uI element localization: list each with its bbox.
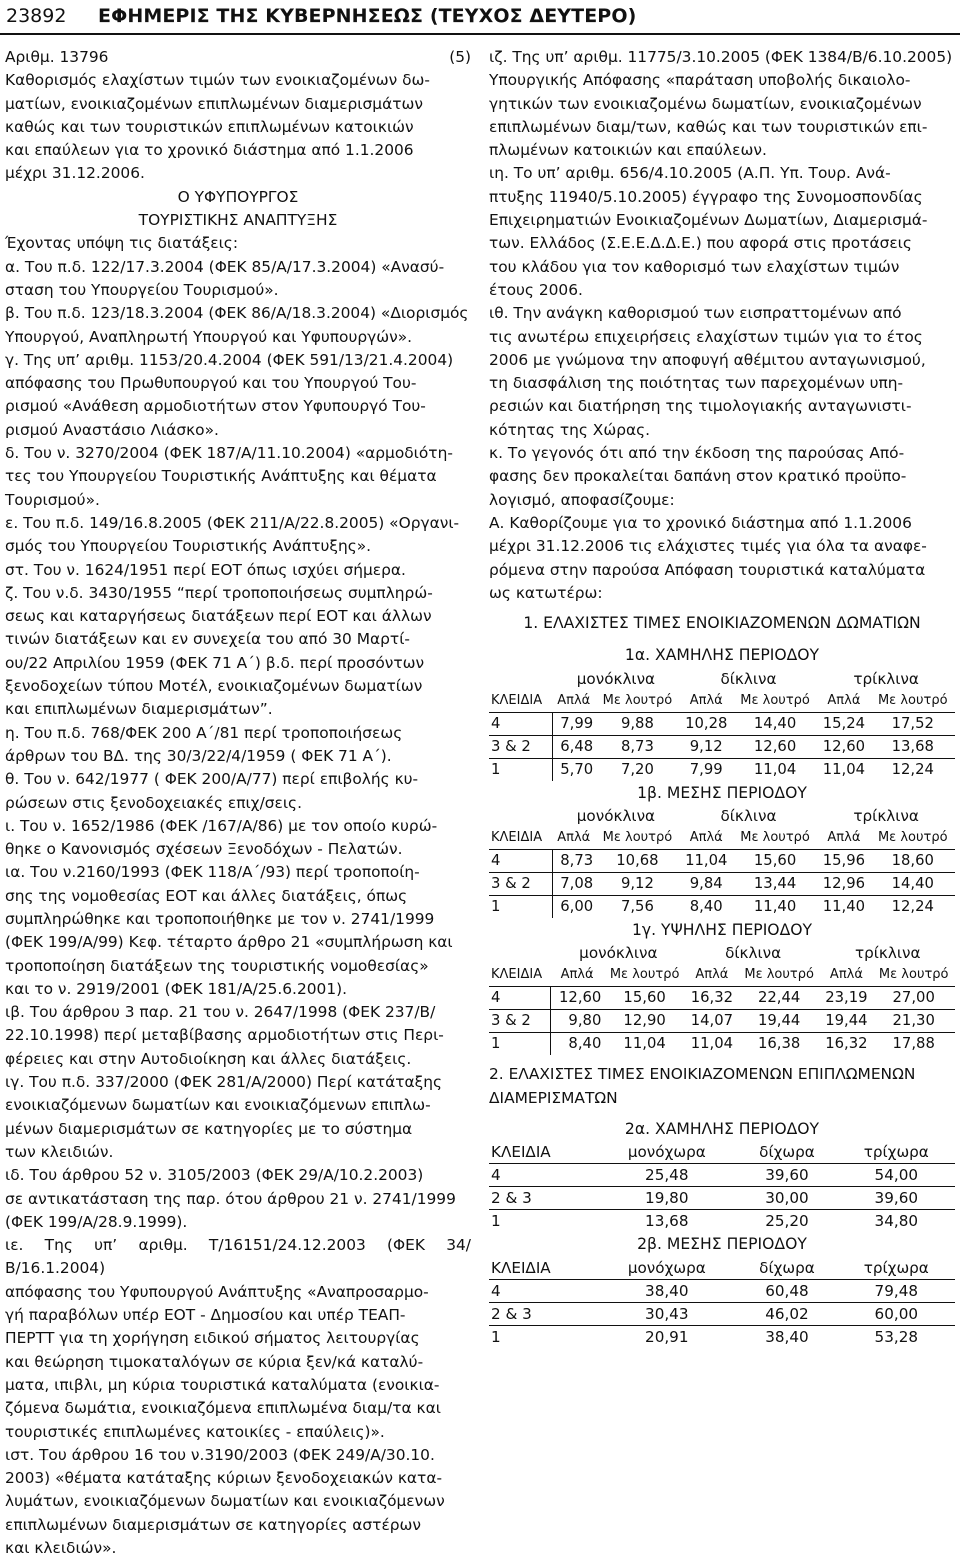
col-double-header: δίχωρα bbox=[759, 1258, 815, 1277]
col-bath-header: Με λουτρό bbox=[609, 967, 680, 983]
table-row bbox=[489, 712, 955, 735]
subject-line: Καθορισμός ελαχίστων τιμών των ενοικιαζομένων δω- bbox=[5, 71, 430, 90]
text-line: 22.10.1998) περί μεταβίβασης αρμοδιοτήτων στις Περι- bbox=[5, 1026, 444, 1045]
text-line: μέχρι 31.12.2006 τις ελάχιστες τιμές για όλα τα αναφε- bbox=[489, 537, 927, 556]
column-header-row bbox=[489, 1257, 955, 1280]
text-line: ζόμενα δωμάτια, ενοικιαζόμενα επιπλωμένα διαμ/τα και bbox=[5, 1399, 441, 1418]
text-line: γ. Της υπ’ αριθμ. 1153/20.4.2004 (ΦΕΚ 591/13/21.4.2004) bbox=[5, 350, 454, 369]
col-bath-header: Με λουτρό bbox=[877, 692, 948, 708]
text-line: σεως και καταργήσεως διατάξεων περί ΕΟΤ και άλλων bbox=[5, 607, 432, 626]
text-line: γητικών των ενοικιαζομένω δωματίων, ενοικιαζομένων bbox=[489, 94, 922, 113]
text-line: και θεώρηση τιμοκαταλόγων σε κύρια ξεν/κά καταλύ- bbox=[5, 1352, 424, 1371]
price-cell: 7,99 bbox=[552, 712, 595, 735]
price-cell: 9,80 bbox=[551, 1010, 604, 1033]
subject-line: ματίων, ενοικιαζομένων επιπλωμένων διαμερισμάτων bbox=[5, 94, 423, 113]
rate-table bbox=[489, 942, 955, 1055]
group-header-empty bbox=[489, 805, 552, 827]
col-key-header: ΚΛΕΙΔΙΑ bbox=[491, 830, 543, 846]
key-cell: 3 & 2 bbox=[489, 873, 552, 896]
page-header bbox=[0, 0, 960, 32]
table-row bbox=[489, 1164, 955, 1187]
text-line: Υπουργικής Απόφασης «παράταση υποβολής δικαιολο- bbox=[489, 71, 911, 90]
price-cell: 9,12 bbox=[595, 873, 679, 896]
decision-number: Αριθμ. 13796 bbox=[5, 48, 109, 66]
left-column bbox=[5, 46, 471, 1560]
subject-line: και επαύλεων για το χρονικό διάστημα από 1.1.2006 bbox=[5, 141, 414, 160]
text-line: και επιπλωμένων διαμερισμάτων”. bbox=[5, 700, 273, 719]
price-cell: 11,04 bbox=[817, 758, 870, 781]
price-cell: 19,44 bbox=[738, 1010, 821, 1033]
section-1-tables bbox=[489, 644, 955, 1055]
decision-subject bbox=[5, 69, 471, 185]
column-header-row bbox=[489, 690, 955, 713]
text-line: Τουρισμού». bbox=[5, 490, 100, 509]
text-line: λυμάτων, ενοικιαζόμενων δωματίων και ενοικιαζόμενων bbox=[5, 1492, 445, 1511]
price-cell: 30,43 bbox=[597, 1302, 736, 1325]
text-line: πλωμένων κατοικιών και επαύλεων. bbox=[489, 141, 767, 160]
group-single-header: μονόκλινα bbox=[579, 944, 658, 963]
table-row bbox=[489, 1279, 955, 1302]
col-plain-header: Απλά bbox=[827, 692, 861, 708]
table-row bbox=[489, 1010, 955, 1033]
price-cell: 11,40 bbox=[817, 896, 870, 919]
text-line: επιπλωμένων διαμερισμάτων σε κατηγορίες αστέρων bbox=[5, 1515, 422, 1534]
col-key-header: ΚΛΕΙΔΙΑ bbox=[491, 967, 543, 983]
section-2-title-line2: ΔΙΑΜΕΡΙΣΜΑΤΩΝ bbox=[489, 1088, 618, 1107]
text-line: ενοικιαζόμενων δωματίων και ενοικιαζόμενων επιπλω- bbox=[5, 1096, 431, 1115]
text-line: θ. Του ν. 642/1977 ( ΦΕΚ 200/Α/77) περί επιβολής κυ- bbox=[5, 770, 419, 789]
rate-table-title: 1β. ΜΕΣΗΣ ΠΕΡΙΟΔΟΥ bbox=[637, 783, 807, 802]
col-bath-header: Με λουτρό bbox=[877, 830, 948, 846]
price-cell: 13,68 bbox=[597, 1210, 736, 1233]
col-key-header: ΚΛΕΙΔΙΑ bbox=[491, 1258, 551, 1277]
rate-table bbox=[489, 668, 955, 781]
key-cell: 1 bbox=[489, 1210, 597, 1233]
text-line: ου/22 Απριλίου 1959 (ΦΕΚ 71 Α΄) β.δ. περί προσόντων bbox=[5, 653, 425, 672]
price-cell: 25,20 bbox=[736, 1210, 837, 1233]
price-cell: 11,04 bbox=[603, 1033, 686, 1056]
text-line: επιπλωμένων διαμ/των, καθώς και των τουριστικών επι- bbox=[489, 117, 928, 136]
price-cell: 13,68 bbox=[871, 735, 955, 758]
text-line: τινών διατάξεων και εν συνεχεία του από 30 Μαρτί- bbox=[5, 630, 410, 649]
price-cell: 27,00 bbox=[872, 987, 955, 1010]
text-line: των κλειδιών. bbox=[5, 1142, 114, 1161]
col-triple-header: τρίχωρα bbox=[863, 1143, 929, 1162]
group-header-empty bbox=[489, 668, 552, 690]
group-header-row bbox=[489, 942, 955, 964]
col-double-header: δίχωρα bbox=[759, 1143, 815, 1162]
price-cell: 34,80 bbox=[838, 1210, 955, 1233]
text-line: Α. Καθορίζουμε για το χρονικό διάστημα από 1.1.2006 bbox=[489, 513, 912, 532]
price-cell: 14,40 bbox=[871, 873, 955, 896]
col-single-header: μονόχωρα bbox=[627, 1258, 706, 1277]
table-row bbox=[489, 850, 955, 873]
price-cell: 17,88 bbox=[872, 1033, 955, 1056]
text-line: ρισμού «Ανάθεση αρμοδιοτήτων στον Υφυπουργό Του- bbox=[5, 397, 426, 416]
key-cell: 4 bbox=[489, 712, 552, 735]
table-row bbox=[489, 1033, 955, 1056]
text-line: ιθ. Την ανάγκη καθορισμού των εισπραττομένων από bbox=[489, 304, 902, 323]
col-plain-header: Απλά bbox=[827, 830, 861, 846]
group-triple-header: τρίκλινα bbox=[853, 807, 919, 826]
column-header-row bbox=[489, 964, 955, 987]
key-cell: 4 bbox=[489, 987, 551, 1010]
price-cell: 15,60 bbox=[733, 850, 817, 873]
key-cell: 4 bbox=[489, 1164, 597, 1187]
text-line: τις ανωτέρω επιχειρήσεις ελαχίστων τιμών για το έτος bbox=[489, 327, 923, 346]
price-cell: 10,28 bbox=[680, 712, 733, 735]
price-cell: 30,00 bbox=[736, 1187, 837, 1210]
price-cell: 20,91 bbox=[597, 1325, 736, 1348]
text-line: φασης δεν προκαλείται δαπάνη στον κρατικό προϋπο- bbox=[489, 467, 907, 486]
text-line: ζ. Του ν.δ. 3430/1955 “περί τροποποιήσεως συμπληρώ- bbox=[5, 583, 433, 602]
col-single-header: μονόχωρα bbox=[627, 1143, 706, 1162]
price-cell: 11,04 bbox=[733, 758, 817, 781]
text-line: η. Του π.δ. 768/ΦΕΚ 200 Α΄/81 περί τροποποιήσεως bbox=[5, 723, 403, 742]
table-row bbox=[489, 758, 955, 781]
page-number: 23892 bbox=[6, 5, 67, 27]
price-cell: 54,00 bbox=[838, 1164, 955, 1187]
subject-line: μέχρι 31.12.2006. bbox=[5, 164, 145, 183]
rate-table-title: 2β. ΜΕΣΗΣ ΠΕΡΙΟΔΟΥ bbox=[637, 1235, 807, 1254]
table-row bbox=[489, 873, 955, 896]
key-cell: 1 bbox=[489, 1325, 597, 1348]
text-line: απόφασης του Πρωθυπουργού και του Υπουργού Του- bbox=[5, 374, 417, 393]
col-bath-header: Με λουτρό bbox=[602, 830, 673, 846]
price-cell: 16,32 bbox=[820, 1033, 872, 1056]
col-plain-header: Απλά bbox=[829, 967, 863, 983]
price-cell: 11,04 bbox=[686, 1033, 738, 1056]
col-key-header: ΚΛΕΙΔΙΑ bbox=[491, 692, 543, 708]
text-line: πτυξης 11940/5.10.2005) έγγραφο της Συνομοσπονδίας bbox=[489, 187, 923, 206]
text-line: ρεσιών και διατήρηση της τιμολογιακής ανταγωνιστι- bbox=[489, 397, 912, 416]
gazette-title: ΕΦΗΜΕΡΙΣ ΤΗΣ ΚΥΒΕΡΝΗΣΕΩΣ (ΤΕΥΧΟΣ ΔΕΥΤΕΡΟ) bbox=[98, 5, 637, 27]
key-cell: 2 & 3 bbox=[489, 1187, 597, 1210]
price-cell: 11,04 bbox=[680, 850, 733, 873]
col-plain-header: Απλά bbox=[689, 692, 723, 708]
group-double-header: δίκλινα bbox=[725, 944, 782, 963]
price-cell: 12,60 bbox=[733, 735, 817, 758]
text-line: ως κατωτέρω: bbox=[489, 583, 603, 602]
price-cell: 14,07 bbox=[686, 1010, 738, 1033]
price-cell: 10,68 bbox=[595, 850, 679, 873]
right-column bbox=[489, 46, 955, 1348]
section-2-tables bbox=[489, 1118, 955, 1348]
text-line: και κλειδιών». bbox=[5, 1539, 117, 1557]
authority-subtitle: ΤΟΥΡΙΣΤΙΚΗΣ ΑΝΑΠΤΥΞΗΣ bbox=[138, 211, 338, 230]
price-cell: 8,73 bbox=[552, 850, 595, 873]
considerations-text bbox=[5, 232, 471, 1560]
group-single-header: μονόκλινα bbox=[576, 669, 656, 688]
price-cell: 21,30 bbox=[872, 1010, 955, 1033]
text-line: σε αντικατάσταση της παρ. ότου άρθρου 21 ν. 2741/1999 bbox=[5, 1189, 456, 1208]
price-cell: 22,44 bbox=[738, 987, 821, 1010]
group-single-header: μονόκλινα bbox=[576, 807, 656, 826]
price-cell: 7,56 bbox=[595, 896, 679, 919]
price-cell: 13,44 bbox=[733, 873, 817, 896]
section-2-title bbox=[489, 1063, 955, 1110]
price-cell: 7,99 bbox=[680, 758, 733, 781]
text-line: β. Του π.δ. 123/18.3.2004 (ΦΕΚ 86/Α/18.3.2004) «Διορισμός bbox=[5, 304, 469, 323]
table-row bbox=[489, 1302, 955, 1325]
text-line: ρισμού Αναστάσιο Λιάσκο». bbox=[5, 420, 219, 439]
col-triple-header: τρίχωρα bbox=[863, 1258, 929, 1277]
text-line: φέρειες και στην Αυτοδιοίκηση και άλλες διατάξεις. bbox=[5, 1049, 412, 1068]
price-cell: 15,60 bbox=[603, 987, 686, 1010]
apartment-rate-table bbox=[489, 1257, 955, 1348]
text-line: δ. Του ν. 3270/2004 (ΦΕΚ 187/Α/11.10.2004) «αρμοδιότη- bbox=[5, 444, 453, 463]
text-line: ιστ. Του άρθρου 16 του ν.3190/2003 (ΦΕΚ 249/Α/30.10. bbox=[5, 1445, 435, 1464]
price-cell: 11,40 bbox=[733, 896, 817, 919]
text-line: μένων διαμερισμάτων σε κατηγορίες με το σύστημα bbox=[5, 1119, 413, 1138]
price-cell: 19,80 bbox=[597, 1187, 736, 1210]
text-line: σης της νομοθεσίας ΕΟΤ και άλλες διατάξεις, όπως bbox=[5, 886, 408, 905]
text-line: έτους 2006. bbox=[489, 280, 583, 299]
text-line: και το ν. 2919/2001 (ΦΕΚ 181/Α/25.6.2001). bbox=[5, 979, 348, 998]
key-cell: 1 bbox=[489, 758, 552, 781]
col-bath-header: Με λουτρό bbox=[740, 692, 810, 708]
col-plain-header: Απλά bbox=[557, 692, 591, 708]
price-cell: 6,48 bbox=[552, 735, 595, 758]
text-line: των. Ελλάδος (Σ.Ε.Ε.Δ.Δ.Ε.) που αφορά στις προτάσεις bbox=[489, 234, 912, 253]
price-cell: 5,70 bbox=[552, 758, 595, 781]
group-header-row bbox=[489, 668, 955, 690]
text-line: ιη. Το υπ’ αριθμ. 656/4.10.2005 (Α.Π. Υπ. Τουρ. Ανά- bbox=[489, 164, 891, 183]
col-plain-header: Απλά bbox=[695, 967, 729, 983]
text-line: τροποποίηση διατάξεων της τουριστικής νομοθεσίας» bbox=[5, 956, 429, 975]
price-cell: 60,48 bbox=[736, 1279, 837, 1302]
text-line: ξενοδοχείων τύπου Μοτέλ, ενοικιαζομένων δωματίων bbox=[5, 677, 423, 696]
price-cell: 39,60 bbox=[838, 1187, 955, 1210]
price-cell: 16,32 bbox=[686, 987, 738, 1010]
col-plain-header: Απλά bbox=[560, 967, 594, 983]
price-cell: 12,60 bbox=[817, 735, 870, 758]
price-cell: 23,19 bbox=[820, 987, 872, 1010]
price-cell: 39,60 bbox=[736, 1164, 837, 1187]
group-triple-header: τρίκλινα bbox=[853, 669, 919, 688]
key-cell: 3 & 2 bbox=[489, 1010, 551, 1033]
header-rule bbox=[0, 33, 960, 35]
price-cell: 8,40 bbox=[680, 896, 733, 919]
rate-table-title: 2α. ΧΑΜΗΛΗΣ ΠΕΡΙΟΔΟΥ bbox=[624, 1119, 820, 1138]
table-row bbox=[489, 987, 955, 1010]
table-row bbox=[489, 1210, 955, 1233]
col-bath-header: Με λουτρό bbox=[878, 967, 949, 983]
group-header-empty bbox=[489, 942, 551, 964]
text-line: (ΦΕΚ 199/Α/99) Κεφ. τέταρτο άρθρο 21 «συμπλήρωση και bbox=[5, 933, 453, 952]
text-line: α. Του π.δ. 122/17.3.2004 (ΦΕΚ 85/Α/17.3.2004) «Ανασύ- bbox=[5, 257, 445, 276]
col-plain-header: Απλά bbox=[557, 830, 591, 846]
col-key-header: ΚΛΕΙΔΙΑ bbox=[491, 1143, 551, 1162]
price-cell: 15,24 bbox=[817, 712, 870, 735]
text-line: τουριστικές επιπλωμένες κατοικίες - επαύλεις)». bbox=[5, 1422, 385, 1441]
price-cell: 12,24 bbox=[871, 758, 955, 781]
column-header-row bbox=[489, 1141, 955, 1164]
price-cell: 53,28 bbox=[838, 1325, 955, 1348]
price-cell: 38,40 bbox=[597, 1279, 736, 1302]
price-cell: 46,02 bbox=[736, 1302, 837, 1325]
price-cell: 8,73 bbox=[595, 735, 679, 758]
group-header-row bbox=[489, 805, 955, 827]
text-line: 2006 με γνώμονα την αποφυγή αθέμιτου ανταγωνισμού, bbox=[489, 350, 926, 369]
key-cell: 4 bbox=[489, 1279, 597, 1302]
price-cell: 9,84 bbox=[680, 873, 733, 896]
price-cell: 19,44 bbox=[820, 1010, 872, 1033]
decision-ref: (5) bbox=[449, 48, 471, 66]
text-line: ε. Του π.δ. 149/16.8.2005 (ΦΕΚ 211/Α/22.8.2005) «Οργανι- bbox=[5, 513, 460, 532]
decision-number-row bbox=[5, 46, 471, 69]
text-line: ιγ. Του π.δ. 337/2000 (ΦΕΚ 281/Α/2000) Περί κατάταξης bbox=[5, 1073, 443, 1092]
price-cell: 12,90 bbox=[603, 1010, 686, 1033]
text-line: σταση του Υπουργείου Τουρισμού». bbox=[5, 280, 279, 299]
price-cell: 12,96 bbox=[817, 873, 870, 896]
text-line: ι. Του ν. 1652/1986 (ΦΕΚ /167/Α/86) με τον οποίο κυρώ- bbox=[5, 816, 438, 835]
text-line: (ΦΕΚ 199/Α/28.9.1999). bbox=[5, 1212, 188, 1231]
section-2-title-line1: 2. ΕΛΑΧΙΣΤΕΣ ΤΙΜΕΣ ΕΝΟΙΚΙΑΖΟΜΕΝΩΝ ΕΠΙΠΛΩΜΕΝΩΝ bbox=[489, 1065, 916, 1084]
rate-table bbox=[489, 805, 955, 918]
text-line: τη διασφάλιση της ποιότητας των παρεχομένων υπη- bbox=[489, 374, 904, 393]
price-cell: 38,40 bbox=[736, 1325, 837, 1348]
table-row bbox=[489, 735, 955, 758]
text-line: Επιχειρηματιών Ενοικιαζομένων Δωματίων, Διαμερισμά- bbox=[489, 211, 928, 230]
authority-title: Ο ΥΦΥΠΟΥΡΓΟΣ bbox=[177, 187, 299, 206]
price-cell: 15,96 bbox=[817, 850, 870, 873]
text-line: λογισμό, αποφασίζουμε: bbox=[489, 490, 675, 509]
text-line: ματα, ιπιβλι, μη κύρια τουριστικά καταλύματα (ενοικια- bbox=[5, 1375, 440, 1394]
col-bath-header: Με λουτρό bbox=[740, 830, 810, 846]
text-line: Υπουργού, Αναπληρωτή Υπουργού και Υφυπουργών». bbox=[5, 327, 413, 346]
text-line: θηκε ο Κανονισμός σχέσεων Ξενοδόχων - Πελατών. bbox=[5, 840, 403, 859]
decision-text bbox=[489, 46, 955, 605]
group-double-header: δίκλινα bbox=[720, 807, 777, 826]
text-line: συμπληρώθηκε και τροποποιήθηκε με τον ν. 2741/1999 bbox=[5, 909, 435, 928]
section-1-title: 1. ΕΛΑΧΙΣΤΕΣ ΤΙΜΕΣ ΕΝΟΙΚΙΑΖΟΜΕΝΩΝ ΔΩΜΑΤΙΩΝ bbox=[523, 614, 921, 633]
price-cell: 16,38 bbox=[738, 1033, 821, 1056]
key-cell: 4 bbox=[489, 850, 552, 873]
text-line: ρόμενα στην παρούσα Απόφαση τουριστικά καταλύματα bbox=[489, 560, 926, 579]
price-cell: 79,48 bbox=[838, 1279, 955, 1302]
key-cell: 3 & 2 bbox=[489, 735, 552, 758]
text-line: Έχοντας υπόψη τις διατάξεις: bbox=[5, 234, 239, 253]
text-line: κ. Το γεγονός ότι από την έκδοση της παρούσας Από- bbox=[489, 444, 905, 463]
price-cell: 14,40 bbox=[733, 712, 817, 735]
price-cell: 6,00 bbox=[552, 896, 595, 919]
text-line: ιδ. Του άρθρου 52 ν. 3105/2003 (ΦΕΚ 29/Α/10.2.2003) bbox=[5, 1166, 424, 1185]
text-line: ΠΕΡΤΤ για τη χορήγηση ειδικού σήματος λειτουργίας bbox=[5, 1329, 420, 1348]
text-line: απόφασης του Υφυπουργού Ανάπτυξης «Αναπροσαρμο- bbox=[5, 1282, 429, 1301]
text-line: γή παραβόλων υπέρ ΕΟΤ - Δημοσίου και υπέρ ΤΕΑΠ- bbox=[5, 1306, 406, 1325]
column-header-row bbox=[489, 827, 955, 850]
price-cell: 9,12 bbox=[680, 735, 733, 758]
text-line: τες του Υπουργείου Τουριστικής Ανάπτυξης και θέματα bbox=[5, 467, 437, 486]
text-line: ιε. Της υπ’ αριθμ. Τ/16151/24.12.2003 (ΦΕΚ 34/Β/16.1.2004) bbox=[5, 1236, 471, 1278]
subject-line: καθώς και των τουριστικών επιπλωμένων κατοικιών bbox=[5, 117, 414, 136]
apartment-rate-table bbox=[489, 1141, 955, 1232]
price-cell: 7,08 bbox=[552, 873, 595, 896]
col-plain-header: Απλά bbox=[689, 830, 723, 846]
text-line: ρώσεων στις ξενοδοχειακές επιχ/σεις. bbox=[5, 793, 302, 812]
table-row bbox=[489, 1325, 955, 1348]
price-cell: 8,40 bbox=[551, 1033, 604, 1056]
col-bath-header: Με λουτρό bbox=[744, 967, 814, 983]
group-double-header: δίκλινα bbox=[720, 669, 777, 688]
price-cell: 60,00 bbox=[838, 1302, 955, 1325]
group-triple-header: τρίκλινα bbox=[854, 944, 921, 963]
rate-table-title: 1α. ΧΑΜΗΛΗΣ ΠΕΡΙΟΔΟΥ bbox=[624, 646, 820, 665]
col-bath-header: Με λουτρό bbox=[602, 692, 673, 708]
text-line: στ. Του ν. 1624/1951 περί ΕΟΤ όπως ισχύει σήμερα. bbox=[5, 560, 406, 579]
text-line: ια. Του ν.2160/1993 (ΦΕΚ 118/Α΄/93) περί τροποποίη- bbox=[5, 863, 420, 882]
price-cell: 9,88 bbox=[595, 712, 679, 735]
price-cell: 17,52 bbox=[871, 712, 955, 735]
text-line: άρθρων του ΒΔ. της 30/3/22/4/1959 ( ΦΕΚ 71 Α΄). bbox=[5, 746, 392, 765]
price-cell: 18,60 bbox=[871, 850, 955, 873]
text-line: ιβ. Του άρθρου 3 παρ. 21 του ν. 2647/1998 (ΦΕΚ 237/Β/ bbox=[5, 1003, 436, 1022]
rate-table-title: 1γ. ΥΨΗΛΗΣ ΠΕΡΙΟΔΟΥ bbox=[631, 921, 813, 940]
key-cell: 2 & 3 bbox=[489, 1302, 597, 1325]
text-line: 2003) «θέματα κατάταξης κύριων ξενοδοχειακών κατα- bbox=[5, 1469, 443, 1488]
table-row bbox=[489, 1187, 955, 1210]
text-line: ιζ. Της υπ’ αριθμ. 11775/3.10.2005 (ΦΕΚ 1384/Β/6.10.2005) bbox=[489, 48, 953, 66]
text-line: σμός του Υπουργείου Τουριστικής Ανάπτυξης». bbox=[5, 537, 372, 556]
table-row bbox=[489, 896, 955, 919]
price-cell: 7,20 bbox=[595, 758, 679, 781]
price-cell: 12,60 bbox=[551, 987, 604, 1010]
text-line: του κλάδου για τον καθορισμό των ελαχίστων τιμών bbox=[489, 257, 900, 276]
text-line: κότητας της Χώρας. bbox=[489, 420, 651, 439]
price-cell: 12,24 bbox=[871, 896, 955, 919]
key-cell: 1 bbox=[489, 896, 552, 919]
price-cell: 25,48 bbox=[597, 1164, 736, 1187]
key-cell: 1 bbox=[489, 1033, 551, 1056]
